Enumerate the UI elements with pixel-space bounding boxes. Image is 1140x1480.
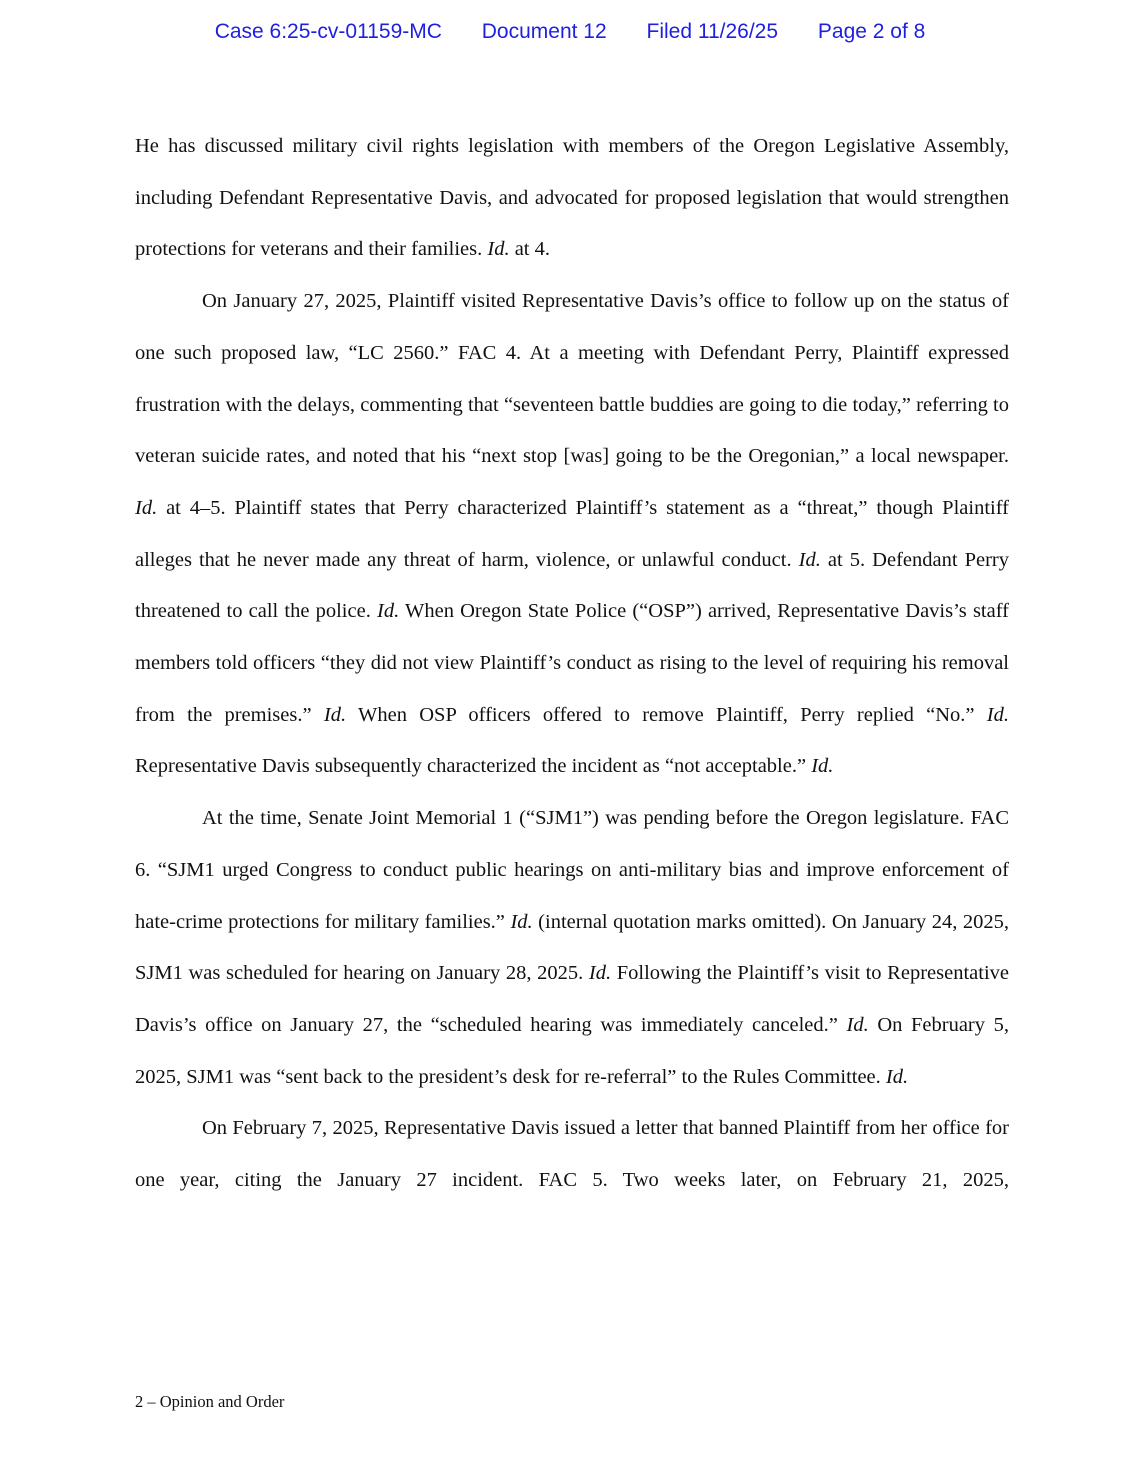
paragraph-2 — [135, 276, 1009, 793]
paragraph-text: At the time, Senate Joint Memorial 1 (“SJM1”) was pending before the Oregon legislature. FAC 6. “SJM1 urged Congress to conduct public hearings on anti-military bias and improve enforcement of hate-crime protections for military families.” — [135, 807, 1009, 933]
filed-date: Filed 11/26/25 — [646, 20, 779, 43]
citation-id: Id. — [487, 238, 510, 261]
citation-id: Id. — [798, 548, 821, 571]
paragraph-1 — [135, 121, 1009, 276]
paragraph-text: On February 7, 2025, Representative Davis issued a letter that banned Plaintiff from her office for one year, citing the January 27 incident. FAC 5. Two weeks later, on February 21, 2025, — [135, 1117, 1009, 1192]
paragraph-text: On February 5, 2025, SJM1 was “sent back to the president’s desk for re-referral” to the Rules Committee. — [135, 1013, 1009, 1088]
paragraph-text: Following the Plaintiff’s visit to Representative Davis’s office on January 27, the “scheduled hearing was immediately canceled.” — [135, 962, 1009, 1036]
citation-id: Id. — [846, 1013, 869, 1036]
paragraph-text: When OSP officers offered to remove Plaintiff, Perry replied “No.” — [346, 703, 987, 726]
citation-id: Id. — [885, 1065, 909, 1088]
citation-id: Id. — [811, 755, 834, 778]
paragraph-text: at 5. Defendant Perry threatened to call the police. — [135, 548, 1009, 623]
citation-id: Id. — [986, 703, 1009, 726]
document-body — [135, 121, 1009, 1207]
citation-id: Id. — [588, 962, 612, 985]
citation-id: Id. — [510, 910, 533, 933]
paragraph-text: He has discussed military civil rights legislation with members of the Oregon Legislative Assembly, including Defendant Representative Davis, and advocated for proposed legislation that would strengthen protections for veterans and their families. — [135, 135, 1009, 261]
paragraph-text: at 4. — [509, 238, 550, 261]
citation-id: Id. — [135, 496, 158, 519]
paragraph-text: When Oregon State Police (“OSP”) arrived, Representative Davis’s staff members told officers “they did not view Plaintiff’s conduct as rising to the level of requiring his removal from the premises.” — [135, 600, 1010, 726]
citation-id: Id. — [377, 600, 400, 623]
paragraph-4 — [135, 1103, 1009, 1206]
paragraph-text: (internal quotation marks omitted). On January 24, 2025, SJM1 was scheduled for hearing on January 28, 2025. — [135, 910, 1009, 985]
paragraph-text: Representative Davis subsequently characterized the incident as “not acceptable.” — [135, 755, 812, 778]
paragraph-3 — [135, 793, 1009, 1103]
case-number: Case 6:25-cv-01159-MC — [214, 20, 442, 43]
page-number: Page 2 of 8 — [817, 20, 926, 43]
citation-id: Id. — [323, 703, 347, 726]
paragraph-text: On January 27, 2025, Plaintiff visited Representative Davis’s office to follow up on the status of one such proposed law, “LC 2560.” FAC 4. At a meeting with Defendant Perry, Plaintiff expressed frustration with the delays, commenting that “seventeen battle buddies are going to die today,” referring to veteran suicide rates, and noted that his “next stop [was] going to be the Oregonian,” a local newspaper. — [135, 290, 1009, 468]
paragraph-text: at 4–5. Plaintiff states that Perry characterized Plaintiff’s statement as a “threat,” though Plaintiff alleges that he never made any threat of harm, violence, or unlawful conduct. — [135, 496, 1009, 571]
document-number: Document 12 — [481, 20, 607, 43]
case-header — [0, 20, 1140, 44]
page-footer: 2 – Opinion and Order — [135, 1392, 285, 1411]
